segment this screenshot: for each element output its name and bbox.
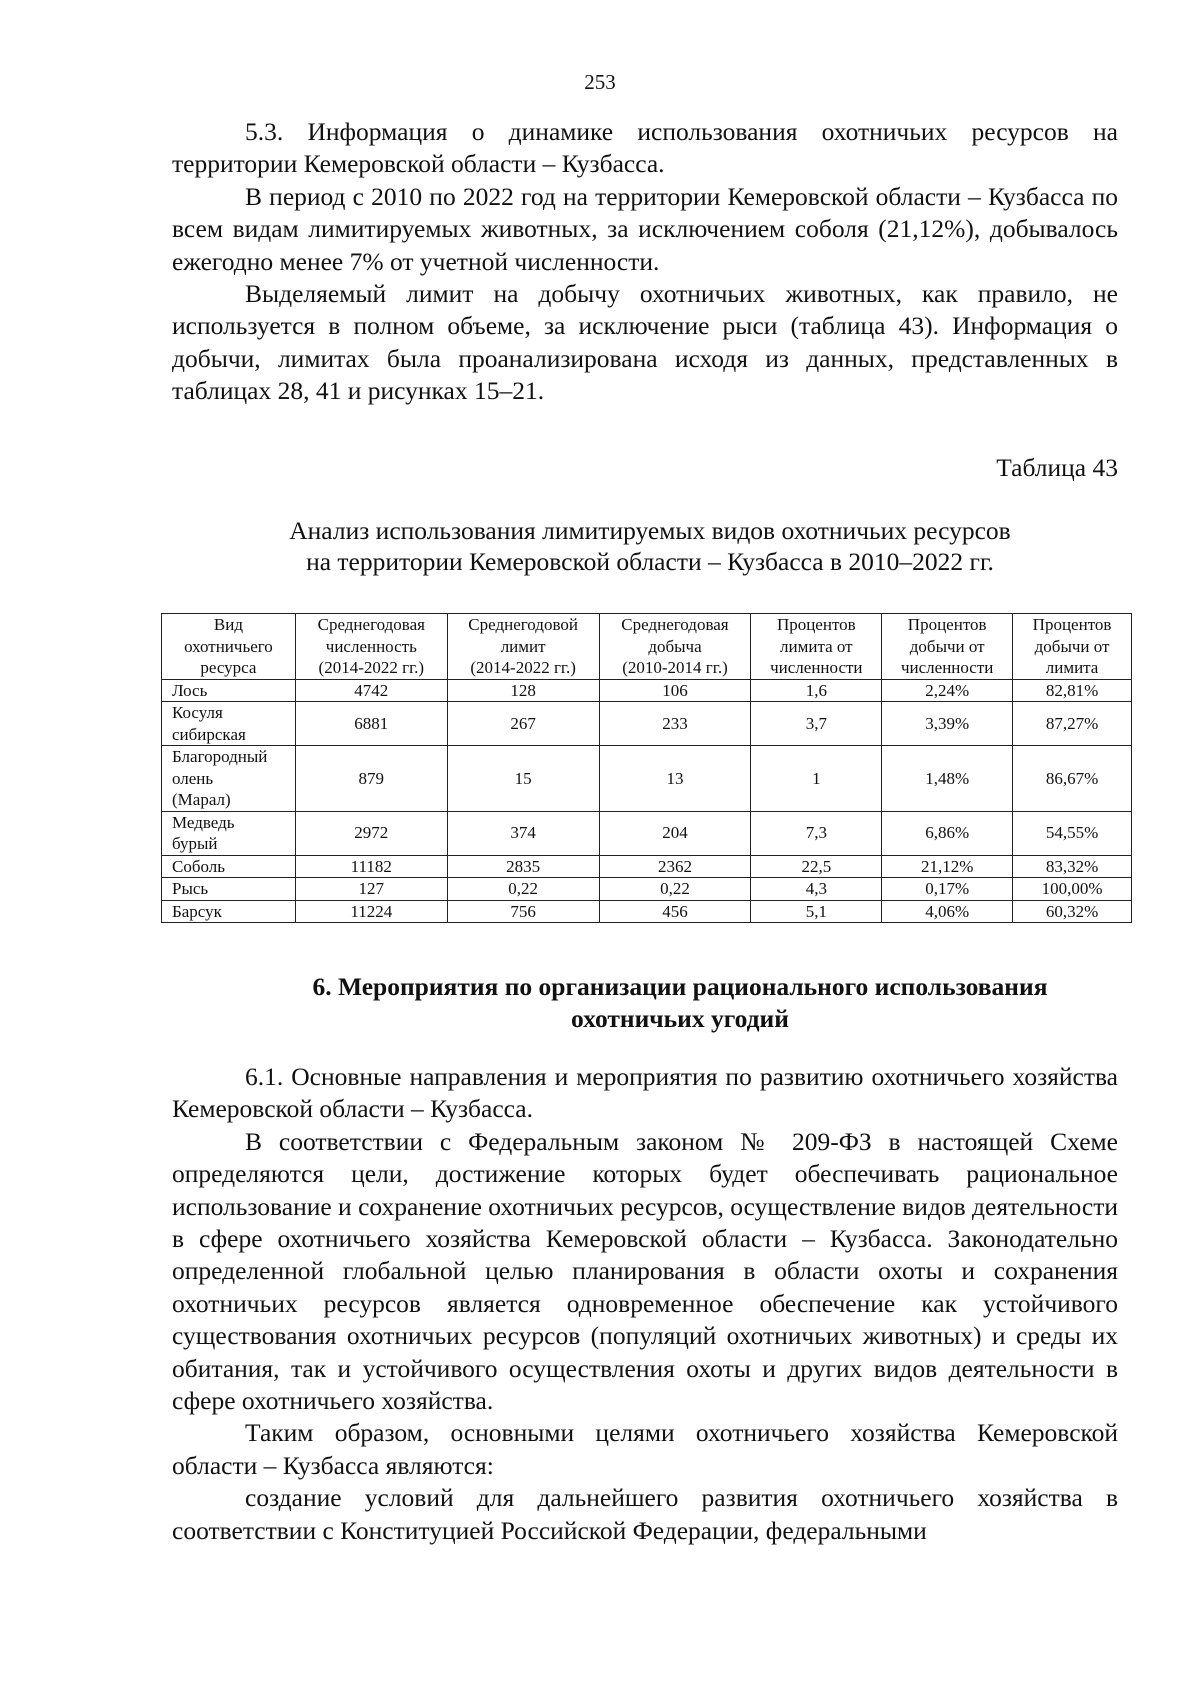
table-value-cell: 1,48% [882,746,1013,812]
table-value-cell: 756 [447,900,599,923]
species-name-line: Благородный [172,747,268,766]
table-value-cell: 11224 [295,900,447,923]
table-header-line: Процентов [776,615,856,634]
table-value-cell: 233 [599,702,751,746]
table-caption-line-1: Анализ использования лимитируемых видов охотничьих ресурсов [289,516,1011,545]
table-value-cell: 2835 [447,855,599,878]
table-value-cell: 21,12% [882,855,1013,878]
species-name-cell [162,900,296,923]
table-header-cell [447,614,599,680]
table-header-line: (2014-2022 гг.) [470,658,576,677]
section-6-paragraph-4: создание условий для дальнейшего развития охотничьего хозяйства в соответствии с Конституцией Российской Федерации, федеральными [172,1483,1118,1545]
table-header-line: Процентов [1032,615,1112,634]
table-value-cell: 3,7 [751,702,882,746]
section-6-paragraph-2: В соответствии с Федеральным законом № 209-ФЗ в настоящей Схеме определяются цели, достижение которых будет обеспечивать рациональное использование и сохранение охотничьих ресурсов, осуществление видов деятельности в сфере охотничьего хозяйства Кемеровской области – Кузбасса. Законодательно определенной глобальной целью планирования в области охоты и сохранения охотничьих ресурсов является одновременное обеспечение как устойчивого существования охотничьих ресурсов (популяций охотничьих животных) и среды их обитания, так и устойчивого осуществления охоты и других видов деятельности в сфере охотничьего хозяйства. [172,1126,1119,1416]
table-value-cell: 15 [447,746,599,812]
hunting-resources-table [161,613,1132,923]
intro-paragraph-2: В период с 2010 по 2022 год на территории Кемеровской области – Кузбасса по всем видам лимитируемых животных, за исключением соболя (21,12%), добывалось ежегодно менее 7% от учетной численности. [172,181,1118,276]
intro-paragraph-1: 5.3. Информация о динамике использования охотничьих ресурсов на территории Кемеровской области – Кузбасса. [172,117,1118,179]
species-name-cell [162,811,296,855]
table-value-cell: 879 [295,746,447,812]
table-value-cell: 3,39% [882,702,1013,746]
table-row [162,746,1132,812]
table-value-cell: 6881 [295,702,447,746]
table-value-cell: 128 [447,679,599,702]
species-name-line: бурый [172,834,218,853]
table-value-cell: 0,17% [882,878,1013,901]
table-value-cell: 4,06% [882,900,1013,923]
page-number: 253 [584,70,616,94]
table-header-cell [599,614,751,680]
table-label: Таблица 43 [996,453,1118,482]
table-row [162,855,1132,878]
table-header-line: ресурса [200,658,257,677]
table-value-cell: 1 [751,746,882,812]
table-value-cell: 6,86% [882,811,1013,855]
table-value-cell: 83,32% [1013,855,1132,878]
table-value-cell: 86,67% [1013,746,1132,812]
table-header-line: численности [900,658,994,677]
table-value-cell: 374 [447,811,599,855]
table-row [162,878,1132,901]
table-value-cell: 54,55% [1013,811,1132,855]
table-value-cell: 106 [599,679,751,702]
table-header-line: Среднегодовая [317,615,425,634]
table-row [162,702,1132,746]
species-name-line: Барсук [172,901,222,921]
table-value-cell: 204 [599,811,751,855]
intro-paragraph-3: Выделяемый лимит на добычу охотничьих животных, как правило, не используется в полном объеме, за исключение рыси (таблица 43). Информация о добычи, лимитах была проанализирована исходя из данных, представленных в таблицах 28, 41 и рисунках 15–21. [172,279,1118,406]
table-header-line: добыча [648,636,702,656]
table-header-line: добычи от [909,636,985,656]
table-value-cell: 60,32% [1013,900,1132,923]
table-header-line: численность [325,636,417,656]
table-header-cell [882,614,1013,680]
table-caption-line-2: на территории Кемеровской области – Кузбасса в 2010–2022 гг. [306,547,994,576]
species-name-line: Соболь [172,856,226,876]
table-value-cell: 127 [295,878,447,901]
table-value-cell: 5,1 [751,900,882,923]
table-header-cell [162,614,296,680]
table-row [162,900,1132,923]
table-value-cell: 87,27% [1013,702,1132,746]
table-header-line: Вид [213,615,243,634]
table-value-cell: 13 [599,746,751,812]
species-name-line: сибирская [172,724,246,744]
table-value-cell: 100,00% [1013,878,1132,901]
table-caption [0,515,1200,577]
species-name-line: (Марал) [172,790,231,809]
table-value-cell: 7,3 [751,811,882,855]
section-6-paragraph-1: 6.1. Основные направления и мероприятия по развитию охотничьего хозяйства Кемеровской области – Кузбасса. [172,1062,1118,1124]
table-value-cell: 2362 [599,855,751,878]
table-value-cell: 456 [599,900,751,923]
species-name-line: олень [172,768,214,788]
table-header-line: Процентов [907,615,987,634]
table-header-line: Среднегодовая [621,615,729,634]
table-row [162,811,1132,855]
table-value-cell: 11182 [295,855,447,878]
table-header-cell [751,614,882,680]
table-header-line: лимита от [780,636,853,656]
table-header-line: (2010-2014 гг.) [622,658,728,677]
table-value-cell: 4742 [295,679,447,702]
species-name-line: Рысь [172,879,209,898]
section-6-body [172,1061,1118,1547]
table-header-cell [1013,614,1132,680]
section-6-heading-line-1: 6. Мероприятия по организации рационального использования [312,972,1048,1001]
table-header-line: лимит [500,636,546,656]
table-value-cell: 2,24% [882,679,1013,702]
table-value-cell: 0,22 [599,878,751,901]
species-name-line: Лось [172,680,208,700]
table-value-cell: 267 [447,702,599,746]
intro-section [172,116,1118,408]
table-header-row [162,614,1132,680]
table-value-cell: 2972 [295,811,447,855]
species-name-cell [162,878,296,901]
section-6-heading-line-2: охотничьих угодий [571,1004,789,1033]
table-row [162,679,1132,702]
species-name-line: Косуля [172,703,223,722]
species-name-line: Медведь [172,812,235,832]
table-value-cell: 82,81% [1013,679,1132,702]
table-header-cell [295,614,447,680]
species-name-cell [162,855,296,878]
table-value-cell: 1,6 [751,679,882,702]
species-name-cell [162,679,296,702]
table-header-line: лимита [1045,658,1099,677]
section-6-paragraph-3: Таким образом, основными целями охотничьего хозяйства Кемеровской области – Кузбасса являются: [172,1418,1118,1480]
table-header-line: численности [770,658,863,677]
table-header-line: (2014-2022 гг.) [318,658,425,677]
species-name-cell [162,702,296,746]
table-header-line: добычи от [1034,636,1110,656]
species-name-cell [162,746,296,812]
table-value-cell: 22,5 [751,855,882,878]
section-6-heading [220,971,1140,1035]
table-header-line: охотничьего [184,636,273,656]
table-value-cell: 0,22 [447,878,599,901]
table-header-line: Среднегодовой [468,615,578,634]
table-value-cell: 4,3 [751,878,882,901]
